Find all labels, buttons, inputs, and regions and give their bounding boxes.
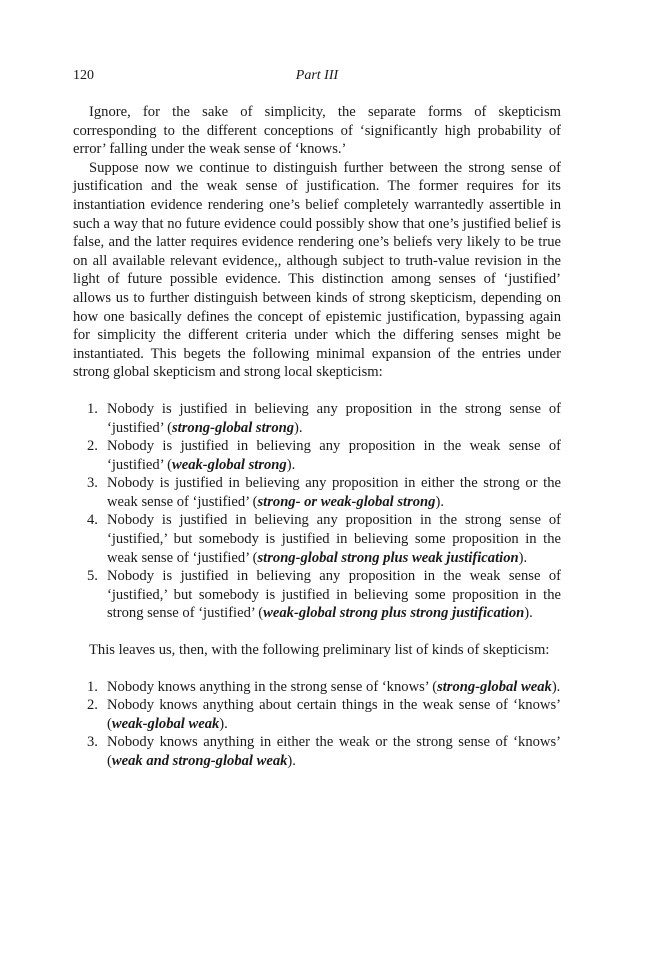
running-head: Part III — [295, 68, 339, 83]
item-text: Nobody is justified in believing any proposition in the strong sense of ‘justified,’ but somebody is justified in believing some proposition in the weak sense of ‘justified’ ( — [107, 512, 561, 566]
item-text: Nobody is justified in believing any proposition in the weak sense of ‘justified’ ( — [107, 438, 561, 473]
item-number: 2. — [87, 438, 98, 455]
item-end: ). — [524, 605, 533, 622]
skepticism-term: strong-global strong plus weak justification — [257, 549, 519, 566]
item-end: ). — [435, 493, 444, 510]
item-end: ). — [551, 678, 561, 695]
item-end: ). — [518, 549, 528, 566]
list-item — [73, 400, 561, 437]
item-number: 5. — [87, 568, 98, 585]
item-text: Nobody is justified in believing any proposition in the strong sense of ‘justified’ ( — [107, 400, 561, 436]
skepticism-term: strong-global weak — [437, 678, 552, 695]
item-text: Nobody knows anything in either the weak or the strong sense of ‘knows’ ( — [107, 734, 561, 769]
item-number: 2. — [87, 697, 98, 714]
paragraph: This leaves us, then, with the following preliminary list of kinds of skepticism: — [89, 642, 550, 659]
item-number: 1. — [87, 678, 98, 695]
paragraph: Suppose now we continue to distinguish further between the strong sense of justification and the weak sense of justification. The former requires for its instantiation evidence rendering one’s belief completely warrantedly assertible in such a way that no future evidence could possibly show that one’s justified belief is false, and the latter requires evidence rendering one’s beliefs very likely to be true on all available relevant evidence,, although subject to truth-value revision in the light of future possible evidence. This distinction among senses of ‘justified’ allows us to further distinguish between kinds of strong skepticism, depending on how one basically defines the concept of epistemic justification, bypassing again for simplicity the different criteria under which the differing senses might be instantiated. This begets the following minimal expansion of the entries under strong global skepticism and strong local skepticism: — [73, 159, 561, 381]
list-item — [73, 733, 561, 770]
item-number: 3. — [87, 475, 98, 492]
skepticism-term: weak-global weak — [111, 715, 220, 732]
list-item — [73, 678, 561, 697]
skepticism-term: weak-global strong plus strong justification — [263, 605, 525, 622]
item-end: ). — [219, 715, 228, 732]
item-number: 3. — [87, 734, 98, 751]
page-number: 120 — [73, 68, 94, 83]
item-number: 1. — [87, 400, 98, 417]
skepticism-term: weak-global strong — [171, 456, 287, 473]
item-end: ). — [294, 419, 303, 436]
skepticism-term: strong- or weak-global strong — [257, 493, 436, 510]
item-text: Nobody is justified in believing any proposition in either the strong or the weak sense of ‘justified’ ( — [107, 475, 561, 510]
item-text: Nobody knows anything in the strong sense of ‘knows’ ( — [107, 678, 438, 695]
page-header — [73, 68, 561, 88]
justification-skepticism-list — [73, 400, 561, 623]
item-end: ). — [286, 456, 296, 473]
item-text: Nobody is justified in believing any proposition in the weak sense of ‘justified,’ but somebody is justified in believing some proposition in the strong sense of ‘justified’ ( — [107, 568, 561, 622]
item-text: Nobody knows anything about certain things in the weak sense of ‘knows’ ( — [107, 697, 561, 732]
item-end: ). — [287, 753, 296, 769]
page-body — [73, 103, 561, 771]
skepticism-term: weak and strong-global weak — [111, 753, 288, 769]
skepticism-term: strong-global strong — [171, 419, 295, 436]
list-item — [73, 511, 561, 567]
list-item — [73, 696, 561, 733]
item-number: 4. — [87, 512, 98, 529]
list-item — [73, 437, 561, 474]
list-item — [73, 474, 561, 511]
list-item — [73, 567, 561, 623]
paragraph: Ignore, for the sake of simplicity, the separate forms of skepticism corresponding to the different conceptions of ‘significantly high probability of error’ falling under the weak sense of ‘knows.’ — [73, 104, 561, 158]
knowledge-skepticism-list — [73, 678, 561, 771]
